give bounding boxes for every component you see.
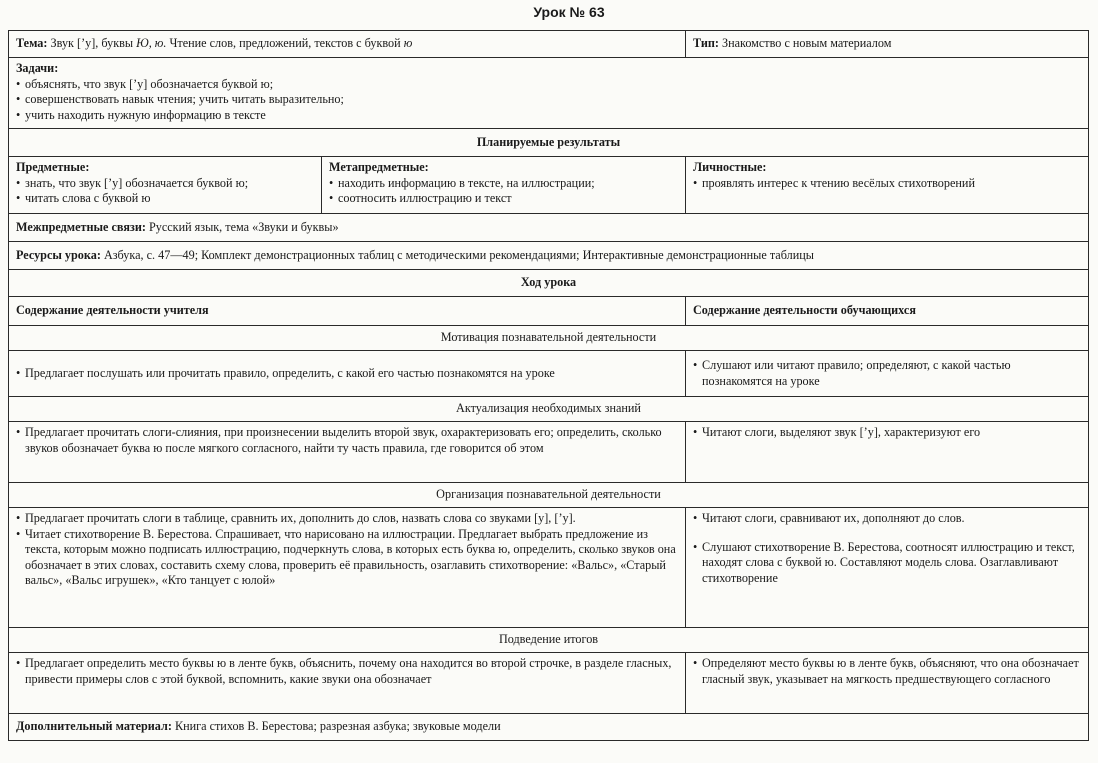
student-activity-cell (686, 351, 1089, 397)
tasks-row (9, 58, 1089, 129)
stage-name: Подведение итогов (9, 628, 1089, 653)
resources-cell (9, 242, 1089, 270)
stage-header-row (9, 628, 1089, 653)
meta-results-cell (322, 157, 686, 214)
stage-header-row (9, 397, 1089, 422)
interdisciplinary-row (9, 214, 1089, 242)
additional-label: Дополнительный материал: (16, 719, 172, 734)
teacher-activity-cell (9, 351, 686, 397)
teacher-activity-cell (9, 508, 686, 628)
planned-results-header-row (9, 129, 1089, 157)
teacher-activity-item: • Предлагает определить место буквы ю в ленте букв, объяснить, почему она находится во второй строчке, в разделе гласных, привести примеры слов с этой буквой, вспомнить, какие звуки она обозначает (16, 656, 678, 687)
task-item: • совершенствовать навык чтения; учить читать выразительно; (16, 92, 1081, 108)
page-title: Урок № 63 (533, 4, 605, 20)
interdisciplinary-cell (9, 214, 1089, 242)
student-activity-cell (686, 653, 1089, 714)
stage-header-row (9, 483, 1089, 508)
topic-value-start: Звук [’у], буквы (50, 36, 134, 51)
stage-name: Организация познавательной деятельности (9, 483, 1089, 508)
stage-row (9, 422, 1089, 483)
personal-results-label: Личностные: (693, 160, 767, 174)
teacher-activity-cell (9, 653, 686, 714)
planned-results-header: Планируемые результаты (9, 129, 1089, 157)
personal-results-list (693, 176, 1081, 192)
resources-label: Ресурсы урока: (16, 247, 101, 262)
topic-value-letters: Ю, ю. (136, 36, 167, 51)
task-item: • учить находить нужную информацию в тексте (16, 108, 1081, 124)
subject-results-label: Предметные: (16, 160, 90, 174)
teacher-column-header: Содержание деятельности учителя (9, 297, 686, 326)
meta-result-item: • находить информацию в тексте, на иллюстрации; (329, 176, 678, 192)
type-cell (686, 31, 1089, 58)
stage-name: Мотивация познавательной деятельности (9, 326, 1089, 351)
tasks-list (16, 77, 1081, 124)
subject-results-list (16, 176, 314, 207)
student-activity-cell (686, 508, 1089, 628)
topic-row (9, 31, 1089, 58)
stage-row (9, 653, 1089, 714)
type-value: Знакомство с новым материалом (721, 36, 892, 51)
interdisciplinary-label: Межпредметные связи: (16, 219, 146, 234)
meta-results-list (329, 176, 678, 207)
task-item: • объяснять, что звук [’у] обозначается буквой ю; (16, 77, 1081, 93)
topic-value-mid: Чтение слов, предложений, текстов с буквой (169, 36, 401, 51)
teacher-activity-cell (9, 422, 686, 483)
student-activity-item: • Слушают или читают правило; определяют, с какой частью познакомятся на уроке (693, 358, 1081, 389)
topic-cell (9, 31, 686, 58)
lesson-flow-header-row (9, 270, 1089, 297)
tasks-label: Задачи: (16, 61, 59, 75)
student-activity-cell (686, 422, 1089, 483)
topic-value-letter: ю (403, 36, 413, 51)
additional-value: Книга стихов В. Берестова; разрезная азбука; звуковые модели (174, 719, 501, 734)
subject-result-item: • знать, что звук [’у] обозначается буквой ю; (16, 176, 314, 192)
stage-header-row (9, 326, 1089, 351)
resources-value: Азбука, с. 47—49; Комплект демонстрационных таблиц с методическими рекомендациями; Интерактивные демонстрационные таблицы (103, 247, 814, 262)
lesson-flow-header: Ход урока (9, 270, 1089, 297)
teacher-activity-item: • Предлагает прочитать слоги-слияния, при произнесении выделить второй звук, охарактеризовать его; определить, сколько звуков обозначает буква ю после мягкого согласного, найти ту часть правила, где говорится об этом (16, 425, 678, 456)
teacher-activity-item: • Читает стихотворение В. Берестова. Спрашивает, что нарисовано на иллюстрации. Предлагает выбрать предложение из текста, которым можно подписать иллюстрацию, подчеркнуть слова, в которых есть буква ю, определить, сколько звуков она обозначает в этих словах, составить схему слова, проверить её правильность, озаглавить стихотворение: «Вальс», «Старый вальс», «Вальс игрушек», «Кто танцует с юлой» (16, 527, 678, 589)
meta-results-label: Метапредметные: (329, 160, 429, 174)
stage-row (9, 508, 1089, 628)
topic-label: Тема: (16, 36, 48, 51)
student-column-header: Содержание деятельности обучающихся (686, 297, 1089, 326)
personal-results-cell (686, 157, 1089, 214)
student-activity-item: • Читают слоги, сравнивают их, дополняют до слов. (693, 511, 1081, 527)
teacher-activity-item: • Предлагает послушать или прочитать правило, определить, с какой его частью познакомятся на уроке (16, 366, 678, 382)
subject-result-item: • читать слова с буквой ю (16, 191, 314, 207)
additional-cell (9, 714, 1089, 741)
meta-result-item: • соотносить иллюстрацию и текст (329, 191, 678, 207)
resources-row (9, 242, 1089, 270)
personal-result-item: • проявлять интерес к чтению весёлых стихотворений (693, 176, 1081, 192)
type-label: Тип: (693, 36, 719, 51)
stage-row (9, 351, 1089, 397)
stage-name: Актуализация необходимых знаний (9, 397, 1089, 422)
additional-row (9, 714, 1089, 741)
subject-results-cell (9, 157, 322, 214)
student-activity-item: • Определяют место буквы ю в ленте букв, объясняют, что она обозначает гласный звук, указывает на мягкость предшествующего согласного (693, 656, 1081, 687)
columns-header-row (9, 297, 1089, 326)
student-activity-item: • Читают слоги, выделяют звук [’у], характеризуют его (693, 425, 1081, 441)
lesson-plan-table (8, 30, 1089, 741)
teacher-activity-item: • Предлагает прочитать слоги в таблице, сравнить их, дополнить до слов, назвать слова со звуками [у], [’у]. (16, 511, 678, 527)
interdisciplinary-value: Русский язык, тема «Звуки и буквы» (148, 219, 339, 234)
planned-results-row (9, 157, 1089, 214)
tasks-cell (9, 58, 1089, 129)
student-activity-item: • Слушают стихотворение В. Берестова, соотносят иллюстрацию и текст, находят слова с буквой ю. Составляют модель слова. Озаглавливают стихотворение (693, 540, 1081, 587)
